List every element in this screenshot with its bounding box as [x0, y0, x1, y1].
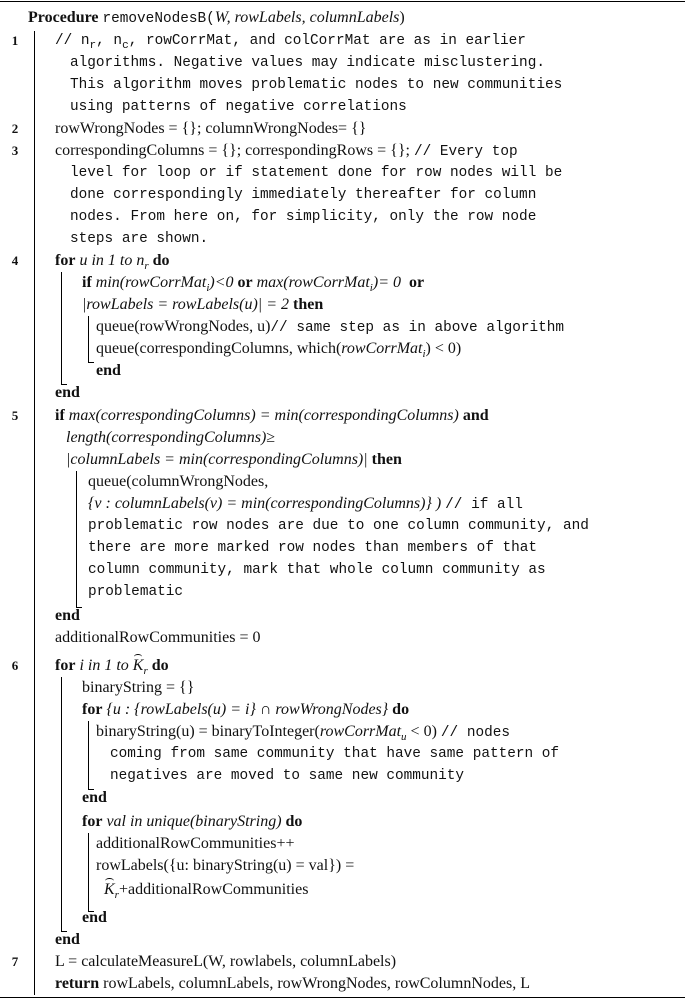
procedure-params: W, rowLabels, columnLabels — [214, 9, 400, 26]
condition-text: |rowLabels = rowLabels(u)| = 2 — [82, 296, 289, 313]
comment-line: column community, mark that whole column community as — [88, 562, 546, 578]
statement-line: $K_r+additionalRowCommunities$ — [104, 881, 309, 902]
comment-line: problematic — [88, 584, 183, 600]
keyword-for: for — [55, 657, 76, 674]
for-line: for i in 1 to $K_r$ do — [55, 657, 169, 678]
keyword-do: do — [392, 701, 410, 718]
if-line: if min(rowCorrMat$_i$)<0 or max(rowCorrMat$_i$)= 0 or — [82, 274, 425, 295]
bottom-rule — [0, 997, 685, 998]
line-number: 2 — [11, 121, 19, 136]
statement-line: rowLabels({u: binaryString(u) = val}) = — [96, 857, 355, 874]
for-scope-bar — [61, 677, 62, 931]
for-scope-bar — [88, 833, 89, 911]
comment-text: // if all — [445, 497, 523, 513]
procedure-scope-bar — [34, 31, 35, 995]
statement-line: queue(columnWrongNodes, — [88, 473, 269, 490]
keyword-end: end — [55, 931, 80, 948]
condition-text: val in unique(binaryString) — [106, 813, 282, 830]
procedure-close: ) — [399, 9, 405, 26]
comment-line: using patterns of negative correlations — [70, 99, 407, 115]
for-line — [82, 811, 302, 833]
procedure-keyword: Procedure — [28, 9, 99, 26]
keyword-end: end — [55, 607, 80, 624]
keyword-return: return — [55, 975, 100, 992]
if-scope-bar — [76, 471, 77, 607]
line-number: 3 — [11, 143, 19, 158]
keyword-end: end — [82, 789, 107, 806]
keyword-do: do — [152, 252, 170, 269]
comment-line: there are more marked row nodes than members of that — [88, 540, 538, 556]
keyword-if: if — [82, 274, 92, 291]
comment-line: nodes. From here on, for simplicity, only the row node — [70, 209, 537, 225]
return-line — [55, 973, 530, 995]
keyword-for: for — [82, 813, 103, 830]
statement-text: correspondingColumns = {}; correspondingRows = {}; — [55, 142, 410, 159]
keyword-then: then — [293, 296, 324, 313]
statement-text: {v : columnLabels(v) = min(correspondingColumns)} ) — [88, 495, 442, 512]
keyword-if: if — [55, 407, 65, 424]
statement-line: binaryString = {} — [82, 679, 195, 696]
for-line — [82, 699, 409, 721]
procedure-header — [28, 7, 405, 29]
comment-text: // Every top — [413, 144, 518, 160]
line-number: 4 — [11, 253, 19, 268]
line-number: 5 — [11, 408, 19, 423]
statement-line: rowWrongNodes = {}; columnWrongNodes= {} — [55, 120, 367, 137]
statement-line: binaryString(u) = binaryToInteger(rowCorrMat$_u$ < 0) // nodes — [96, 723, 510, 744]
keyword-for: for — [82, 701, 103, 718]
for-scope-bar — [88, 721, 89, 789]
procedure-name: removeNodesB( — [102, 11, 215, 27]
comment-text: // same step as in above algorithm — [270, 320, 565, 336]
statement-line: additionalRowCommunities++ — [96, 835, 295, 852]
statement-line: additionalRowCommunities = 0 — [55, 629, 261, 646]
scope-hook — [88, 362, 94, 363]
statement-line: L = calculateMeasureL(W, rowlabels, columnLabels) — [55, 953, 397, 970]
condition-text: max(correspondingColumns) = min(correspondingColumns) — [68, 407, 459, 424]
if-line — [55, 405, 489, 427]
keyword-end: end — [82, 909, 107, 926]
keyword-or: or — [408, 274, 425, 291]
condition-text: |columnLabels = min(correspondingColumns)| — [66, 451, 368, 468]
keyword-end: end — [55, 384, 80, 401]
condition-text: {u : {rowLabels(u) = i} ∩ rowWrongNodes} — [106, 701, 389, 718]
comment-line: level for loop or if statement done for row nodes will be — [70, 165, 563, 181]
keyword-for: for — [55, 252, 76, 269]
top-rule — [0, 1, 685, 2]
statement-line: queue(correspondingColumns, which(rowCorrMat$_i$) < 0) — [96, 340, 462, 361]
comment-line: coming from same community that have same pattern of — [110, 746, 560, 762]
comment-line: done correspondingly immediately thereafter for column — [70, 187, 537, 203]
keyword-or: or — [237, 274, 253, 291]
comment-line: // $n_r$, $n_c$, rowCorrMat, and colCorrMat are as in earlier — [55, 33, 526, 52]
if-line-cont — [66, 449, 402, 471]
comment-line: steps are shown. — [70, 231, 209, 247]
comment-line: algorithms. Negative values may indicate misclustering. — [70, 55, 545, 71]
for-scope-bar — [61, 272, 62, 384]
line-number: 6 — [11, 658, 19, 673]
comment-line: negatives are moved to same new community — [110, 768, 465, 784]
statement-text: queue(rowWrongNodes, u) — [96, 318, 271, 335]
keyword-then: then — [371, 451, 402, 468]
line-number: 7 — [11, 954, 19, 969]
keyword-end: end — [96, 362, 121, 379]
if-line-cont — [82, 294, 323, 316]
keyword-do: do — [151, 657, 169, 674]
comment-line: This algorithm moves problematic nodes to new communities — [70, 77, 563, 93]
if-scope-bar — [88, 316, 89, 362]
for-line: for u in 1 to $n_r$ do — [55, 252, 170, 273]
line-number: 1 — [11, 33, 19, 48]
comment-text: // nodes — [440, 725, 510, 741]
statement-line — [96, 316, 564, 338]
statement-text: rowLabels, columnLabels, rowWrongNodes, rowColumnNodes, L — [103, 975, 530, 992]
statement-line — [88, 493, 523, 515]
statement-line — [55, 140, 518, 162]
keyword-and: and — [462, 407, 489, 424]
comment-line: problematic row nodes are due to one column community, and — [88, 518, 589, 534]
condition-text: length(correspondingColumns)≥ — [66, 429, 276, 446]
keyword-do: do — [285, 813, 303, 830]
